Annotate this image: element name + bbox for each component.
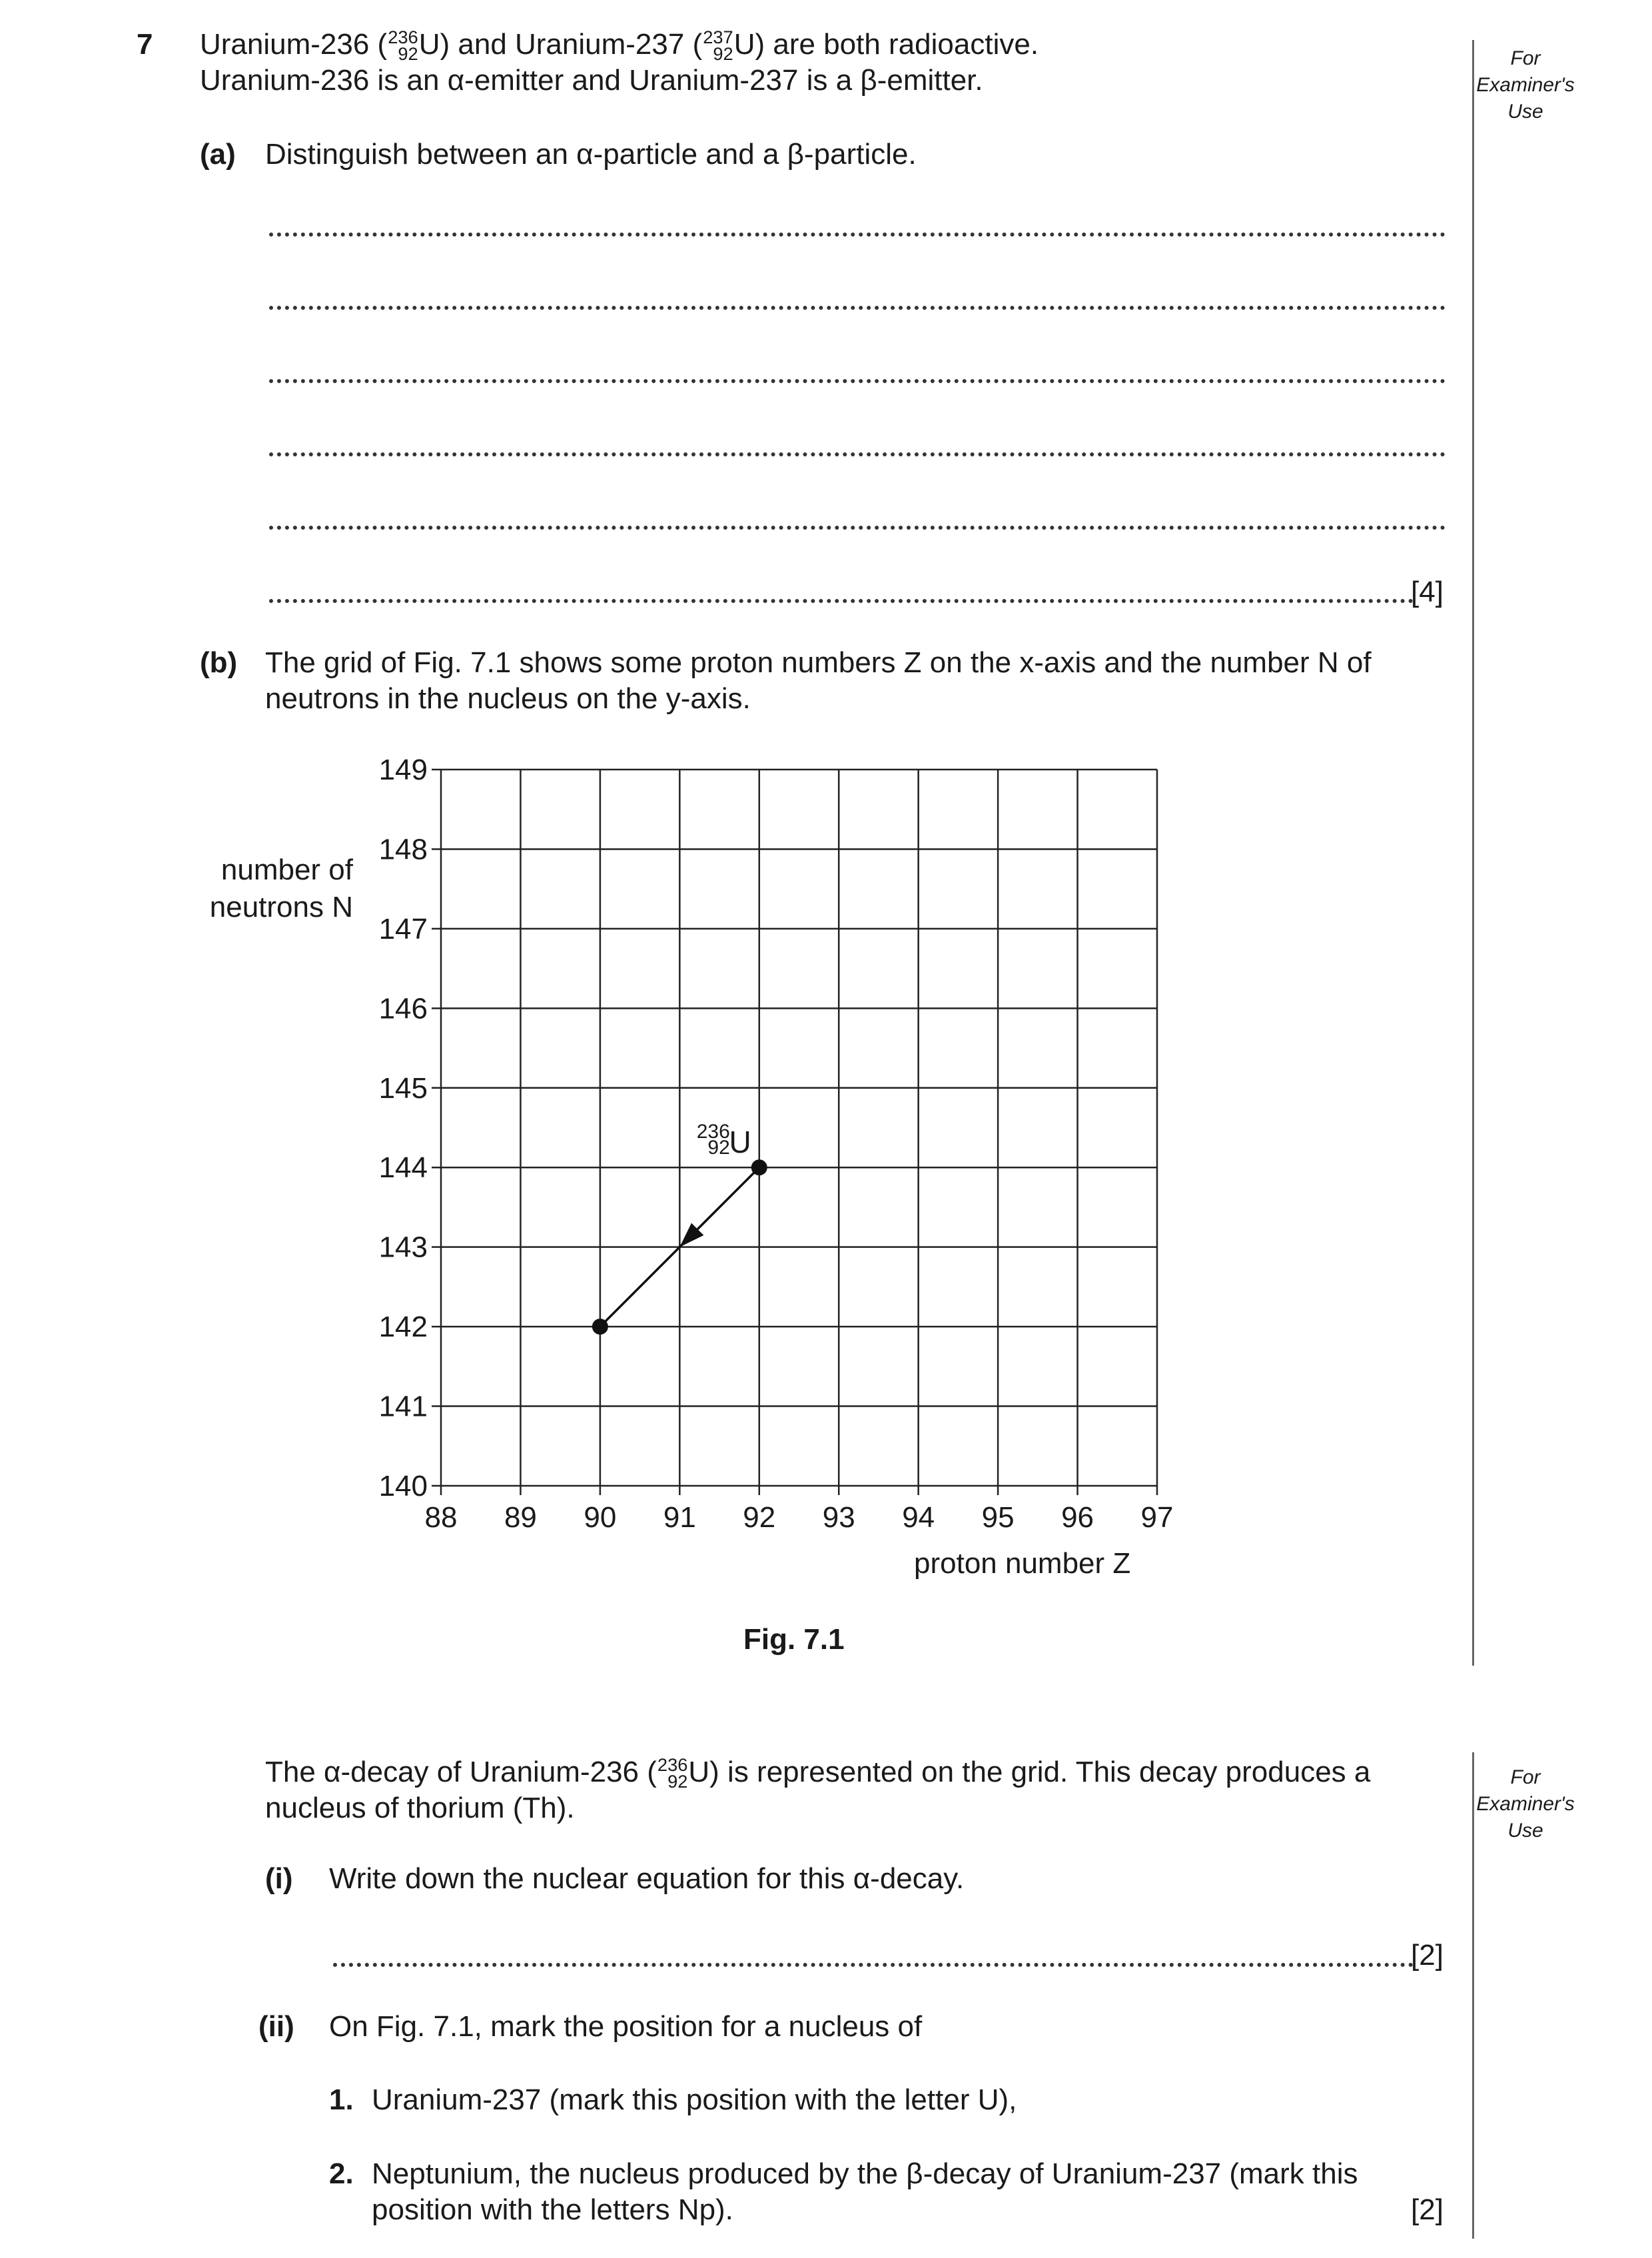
y-tick-label: 144 (378, 1151, 428, 1185)
part-a-label: (a) (200, 138, 236, 171)
x-tick-label: 90 (584, 1501, 617, 1534)
decay-paragraph-line2: nucleus of thorium (Th). (265, 1792, 575, 1824)
x-tick-label: 96 (1061, 1501, 1094, 1534)
x-tick-label: 95 (981, 1501, 1015, 1534)
figure-caption: Fig. 7.1 (743, 1623, 845, 1656)
question-number: 7 (137, 28, 153, 61)
uranium-236-isotope: 236 92 (388, 27, 418, 64)
part-i-marks: [2] (1411, 1939, 1444, 1972)
answer-line-i[interactable] (333, 1934, 1414, 1967)
y-tick-label: 145 (378, 1071, 428, 1105)
nucleus-point (592, 1319, 608, 1335)
item-1-text: Uranium-237 (mark this position with the letter U), (372, 2083, 1017, 2116)
item-2-text-line1: Neptunium, the nucleus produced by the β-decay of Uranium-237 (mark this (372, 2157, 1358, 2190)
y-tick-label: 146 (378, 992, 428, 1025)
annotation-mass-number: 236 (696, 1121, 730, 1143)
x-tick-label: 89 (504, 1501, 537, 1534)
part-a-marks: [4] (1411, 576, 1444, 608)
item-2-number: 2. (329, 2157, 354, 2190)
y-tick-label: 143 (378, 1231, 428, 1264)
y-tick-label: 148 (378, 833, 428, 866)
examiner-use-label-bottom: For Examiner's Use (1476, 1766, 1575, 1842)
y-tick-label: 142 (378, 1311, 428, 1344)
part-b-label: (b) (200, 646, 238, 679)
examiner-use-label-top: For Examiner's Use (1476, 47, 1575, 123)
annotation-proton-number: 92 (707, 1137, 730, 1159)
item-2-text-line2: position with the letters Np). (372, 2193, 733, 2226)
part-ii-marks: [2] (1411, 2193, 1444, 2226)
annotation-symbol: U (729, 1125, 751, 1160)
part-b-line2: neutrons in the nucleus on the y-axis. (265, 682, 751, 715)
uranium-236-isotope-inline: 236 92 (657, 1754, 688, 1792)
part-i-label: (i) (265, 1862, 293, 1895)
y-tick-label: 140 (378, 1470, 428, 1502)
y-tick-label: 147 (378, 912, 428, 945)
x-tick-label: 92 (743, 1501, 776, 1534)
y-tick-label: 149 (378, 754, 428, 786)
x-axis-title: proton number Z (914, 1547, 1131, 1580)
y-tick-label: 141 (378, 1390, 428, 1423)
y-axis-title: number of neutrons N (209, 853, 353, 923)
part-ii-question: On Fig. 7.1, mark the position for a nucleus of (329, 2010, 923, 2043)
x-tick-label: 94 (902, 1501, 935, 1534)
examiner-margin-rule-bottom (1472, 1752, 1474, 2239)
part-b-line1: The grid of Fig. 7.1 shows some proton numbers Z on the x-axis and the number N of (265, 646, 1372, 679)
item-1-number: 1. (329, 2083, 354, 2116)
x-tick-label: 97 (1140, 1501, 1174, 1534)
decay-paragraph-line1: The α-decay of Uranium-236 ( 236 92 U) is represented on the grid. This decay produces a (265, 1754, 1371, 1792)
part-ii-label: (ii) (258, 2010, 294, 2043)
x-tick-label: 93 (822, 1501, 855, 1534)
x-tick-label: 88 (424, 1501, 458, 1534)
question-intro-line2: Uranium-236 is an α-emitter and Uranium-237 is a β-emitter. (200, 64, 983, 97)
x-tick-label: 91 (663, 1501, 696, 1534)
uranium-237-isotope: 237 92 (703, 27, 733, 64)
part-i-question: Write down the nuclear equation for this α-decay. (329, 1862, 965, 1895)
part-a-question: Distinguish between an α-particle and a β-particle. (265, 138, 917, 171)
question-intro-line1: Uranium-236 ( 236 92 U) and Uranium-237 ( 237 92 U) are both radioactive. (200, 27, 1039, 64)
nucleus-point (751, 1159, 767, 1175)
